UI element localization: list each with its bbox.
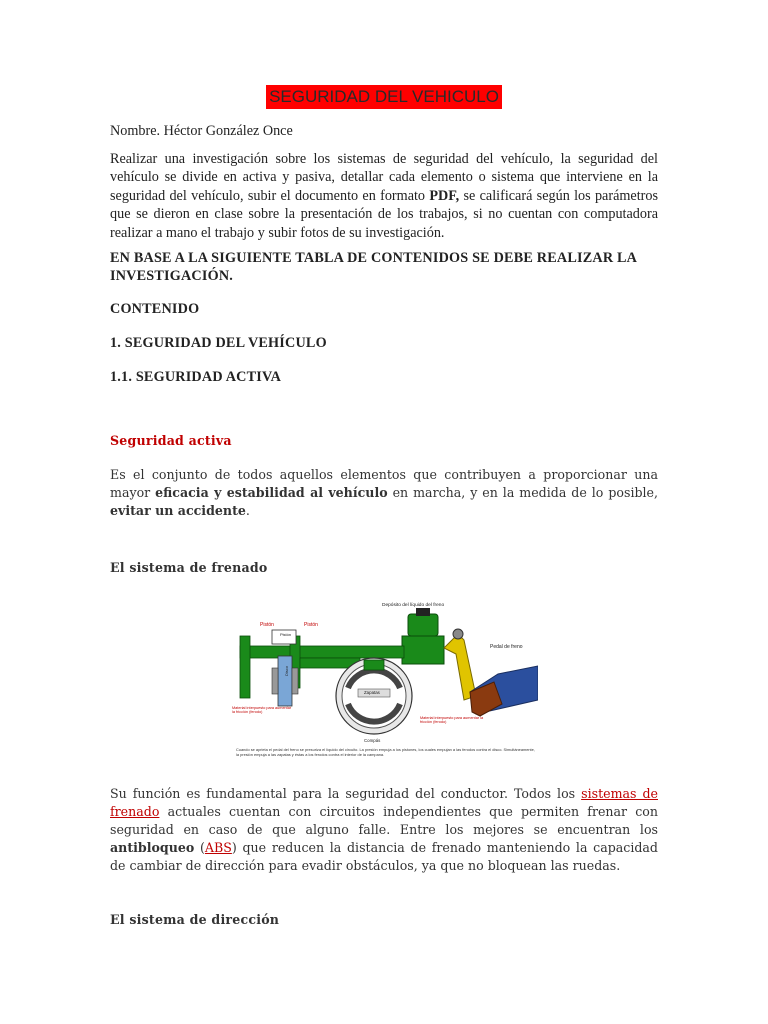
intro-text-2: se calificará según los parámetros que se dieron en clase sobre la presentación de los trabajos, si no cuentan con computadora realizar a mano el trabajo y subir fotos de su investigación. [110, 187, 658, 241]
intro-text-1: Realizar una investigación sobre los sistemas de seguridad del vehículo, la seguridad del vehículo se divide en activa y pasiva, detallar cada elemento o sistema que interviene en la seguridad del vehículo, subir el documento en formato [110, 151, 658, 204]
active-text-c: en marcha, y en la medida de lo posible, [387, 485, 659, 500]
piston-right-label: Pistón [304, 622, 318, 628]
function-text-d: ) que reducen la distancia de frenado manteniendo la capacidad de cambiar de dirección para evadir obstáculos, ya que no bloquean las ruedas. [110, 840, 658, 873]
wheel-cylinder-shape [364, 660, 384, 670]
function-text-b: actuales cuentan con circuitos independientes que permiten frenar con seguridad en caso de que alguno falle. Entre los mejores se encuentran los [110, 804, 658, 837]
reservoir-label: Depósito del líquido del freno [382, 603, 445, 608]
pad-left-shape [272, 668, 278, 694]
section-1-heading: 1. SEGURIDAD DEL VEHÍCULO [110, 335, 327, 351]
active-text-bold-1: eficacia y estabilidad al vehículo [155, 485, 388, 500]
section-1-1-heading: 1.1. SEGURIDAD ACTIVA [110, 369, 282, 385]
brake-line-shape [240, 646, 404, 658]
author-line: Nombre. Héctor González Once [110, 123, 293, 139]
pedal-pivot-shape [453, 629, 463, 639]
intro-bold-pdf: PDF, [429, 187, 460, 204]
fluid-reservoir-shape [408, 614, 438, 636]
disc-shape [278, 656, 292, 706]
function-text-a: Su función es fundamental para la seguridad del conductor. Todos los [110, 786, 582, 801]
steering-heading: El sistema de dirección [110, 912, 280, 927]
title-container [0, 85, 768, 109]
brake-system-diagram [232, 596, 538, 772]
function-paragraph [110, 785, 658, 875]
master-cylinder-shape [402, 636, 444, 664]
active-text-a: Es el conjunto de todos aquellos elementos que contribuyen a proporcionar una mayor [110, 467, 658, 500]
active-safety-paragraph [110, 466, 658, 520]
material-left-label-box [232, 706, 292, 726]
diagram-caption-box [236, 748, 536, 772]
intro-paragraph [110, 150, 658, 242]
left-line-shape [240, 636, 250, 698]
piston-left-label: Pistón [260, 622, 274, 628]
active-text-e: . [245, 503, 250, 518]
shoes-label: Zapatas [364, 690, 380, 695]
material-right-label: Material interpuesto para aumentar la fricción (ferodo) [420, 716, 484, 725]
active-text-bold-2: evitar un accidente [110, 503, 246, 518]
contents-heading: CONTENIDO [110, 301, 200, 317]
function-text-c: ( [194, 840, 205, 855]
piston-small-label: Pistón [280, 632, 292, 637]
compass-label: Compás [364, 738, 381, 743]
pedal-arm-shape [444, 634, 476, 700]
abs-link[interactable]: ABS [204, 840, 232, 855]
function-bold-antibloqueo: antibloqueo [110, 840, 195, 855]
pedal-label: Pedal de freno [490, 644, 523, 650]
pad-right-shape [292, 668, 298, 694]
material-left-label: Material interpuesto para aumentar la fricción (ferodo) [232, 706, 292, 715]
reservoir-cap-shape [416, 608, 430, 616]
disc-label: Disco [284, 665, 289, 676]
diagram-caption: Cuando se aprieta el pedal del freno se presuriza el líquido del circuito. La presión empuja a los pistones, los cuales empujan a las ferodos contra el disco. Simultáneamente, la presión empuja a las zapatas y éstas a los ferodos contra el interior de la campana. [236, 748, 535, 757]
instruction-heading: EN BASE A LA SIGUIENTE TABLA DE CONTENIDOS SE DEBE REALIZAR LA INVESTIGACIÓN. [110, 250, 637, 284]
braking-heading: El sistema de frenado [110, 560, 268, 575]
active-safety-heading: Seguridad activa [110, 433, 232, 448]
material-right-label-box [420, 716, 490, 736]
braking-systems-link[interactable]: sistemas de frenado [110, 786, 658, 819]
document-title: SEGURIDAD DEL VEHICULO [266, 85, 502, 109]
